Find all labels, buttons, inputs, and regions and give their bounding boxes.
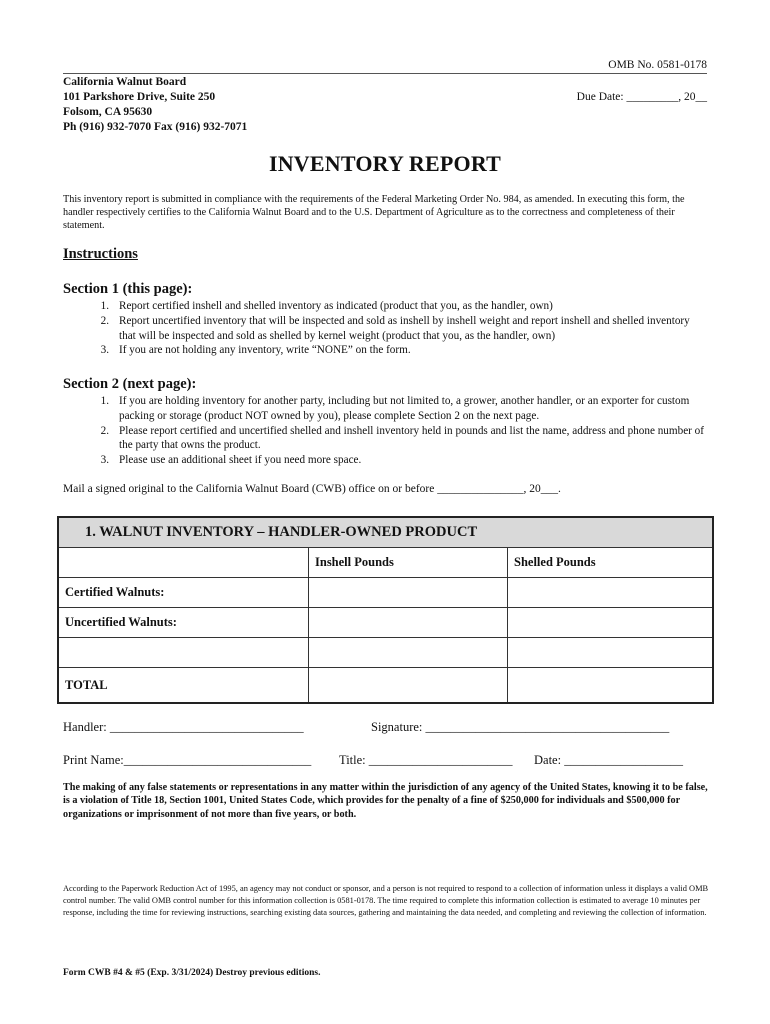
row-label-blank xyxy=(58,638,309,668)
address-line: California Walnut Board xyxy=(63,76,187,88)
list-item: 1. If you are holding inventory for another party, including but not limited to, a grower, another handler, or an exporter for custom packing or storage (product NOT owned by you), please complete Section 2 on the next page. xyxy=(100,395,690,422)
col-header-shelled: Shelled Pounds xyxy=(508,548,714,578)
mail-instruction: Mail a signed original to the California Walnut Board (CWB) office on or before _______________, 20___. xyxy=(63,483,561,495)
certified-shelled-cell[interactable] xyxy=(508,578,714,608)
omb-number: OMB No. 0581-0178 xyxy=(608,59,707,71)
row-label-certified: Certified Walnuts: xyxy=(58,578,309,608)
instructions-heading: Instructions xyxy=(63,246,138,262)
certified-inshell-cell[interactable] xyxy=(309,578,508,608)
intro-paragraph: This inventory report is submitted in compliance with the requirements of the Federal Marketing Order No. 984, as amended. In executing this form, the handler respectively certifies to the California Walnut Board and to the U.S. Department of Agriculture as to the correctness and completeness of their statement. xyxy=(63,194,685,231)
list-item: 3. If you are not holding any inventory, write “NONE” on the form. xyxy=(100,344,411,357)
header-rule xyxy=(63,73,707,74)
col-header-inshell: Inshell Pounds xyxy=(309,548,508,578)
list-item: 1. Report certified inshell and shelled inventory as indicated (product that you, as the handler, own) xyxy=(100,300,553,312)
table-corner-cell xyxy=(58,548,309,578)
table-row xyxy=(58,668,713,704)
uncertified-inshell-cell[interactable] xyxy=(309,608,508,638)
board-address xyxy=(63,75,247,135)
print-name-field[interactable]: Print Name:______________________________ xyxy=(63,753,312,767)
section2-heading: Section 2 (next page): xyxy=(63,376,197,392)
blank-shelled-cell[interactable] xyxy=(508,638,714,668)
uncertified-shelled-cell[interactable] xyxy=(508,608,714,638)
false-statement-warning: The making of any false statements or representations in any matter within the jurisdiction of any agency of the United States, knowing it to be false, is a violation of Title 18, Section 1001, United States Code, which provides for the penalty of a fine of $250,000 for individuals and $500,000 for organizations or imprisonment of not more than five years, or both. xyxy=(63,782,708,820)
title-field[interactable]: Title: _______________________ xyxy=(339,753,513,767)
address-line: Ph (916) 932-7070 Fax (916) 932-7071 xyxy=(63,121,248,133)
address-line: Folsom, CA 95630 xyxy=(63,106,153,118)
list-item: 3. Please use an additional sheet if you need more space. xyxy=(100,454,362,467)
row-label-uncertified: Uncertified Walnuts: xyxy=(58,608,309,638)
paperwork-reduction-notice: According to the Paperwork Reduction Act of 1995, an agency may not conduct or sponsor, and a person is not required to respond to a collection of information unless it displays a valid OMB control number. The valid OMB control number for this information collection is 0581-0178. The time required to complete this information collection is estimated to average 10 minutes per response, including the time for reviewing instructions, searching existing data sources, gathering and maintaining the data needed, and completing and reviewing the collection of information. xyxy=(63,884,709,917)
signature-field[interactable]: Signature: _______________________________________ xyxy=(371,720,670,734)
table-heading: 1. WALNUT INVENTORY – HANDLER-OWNED PRODUCT xyxy=(58,517,713,548)
row-label-total: TOTAL xyxy=(58,668,309,704)
blank-inshell-cell[interactable] xyxy=(309,638,508,668)
table-row xyxy=(58,578,713,608)
section1-heading: Section 1 (this page): xyxy=(63,281,193,297)
table-row xyxy=(58,638,713,668)
page-title: INVENTORY REPORT xyxy=(268,151,502,176)
table-row xyxy=(58,608,713,638)
address-line: 101 Parkshore Drive, Suite 250 xyxy=(63,91,216,103)
date-field[interactable]: Date: ___________________ xyxy=(534,753,683,767)
inventory-table xyxy=(57,516,714,704)
list-item: 2. Report uncertified inventory that will be inspected and sold as inshell by inshell weight and report inshell and shelled inventory that will be inspected and sold as shelled by kernel weight (product that you, as the handler, own) xyxy=(100,314,690,342)
handler-field[interactable]: Handler: _______________________________ xyxy=(63,720,304,734)
section2-list xyxy=(63,394,708,468)
section1-list xyxy=(63,299,708,358)
list-item: 2. Please report certified and uncertified shelled and inshell inventory held in pounds and list the name, address and phone number of the party that owns the product. xyxy=(100,424,705,452)
total-inshell-cell[interactable] xyxy=(309,668,508,704)
total-shelled-cell[interactable] xyxy=(508,668,714,704)
due-date-field[interactable]: Due Date: _________, 20__ xyxy=(576,91,707,103)
form-footer: Form CWB #4 & #5 (Exp. 3/31/2024) Destroy previous editions. xyxy=(63,968,321,978)
